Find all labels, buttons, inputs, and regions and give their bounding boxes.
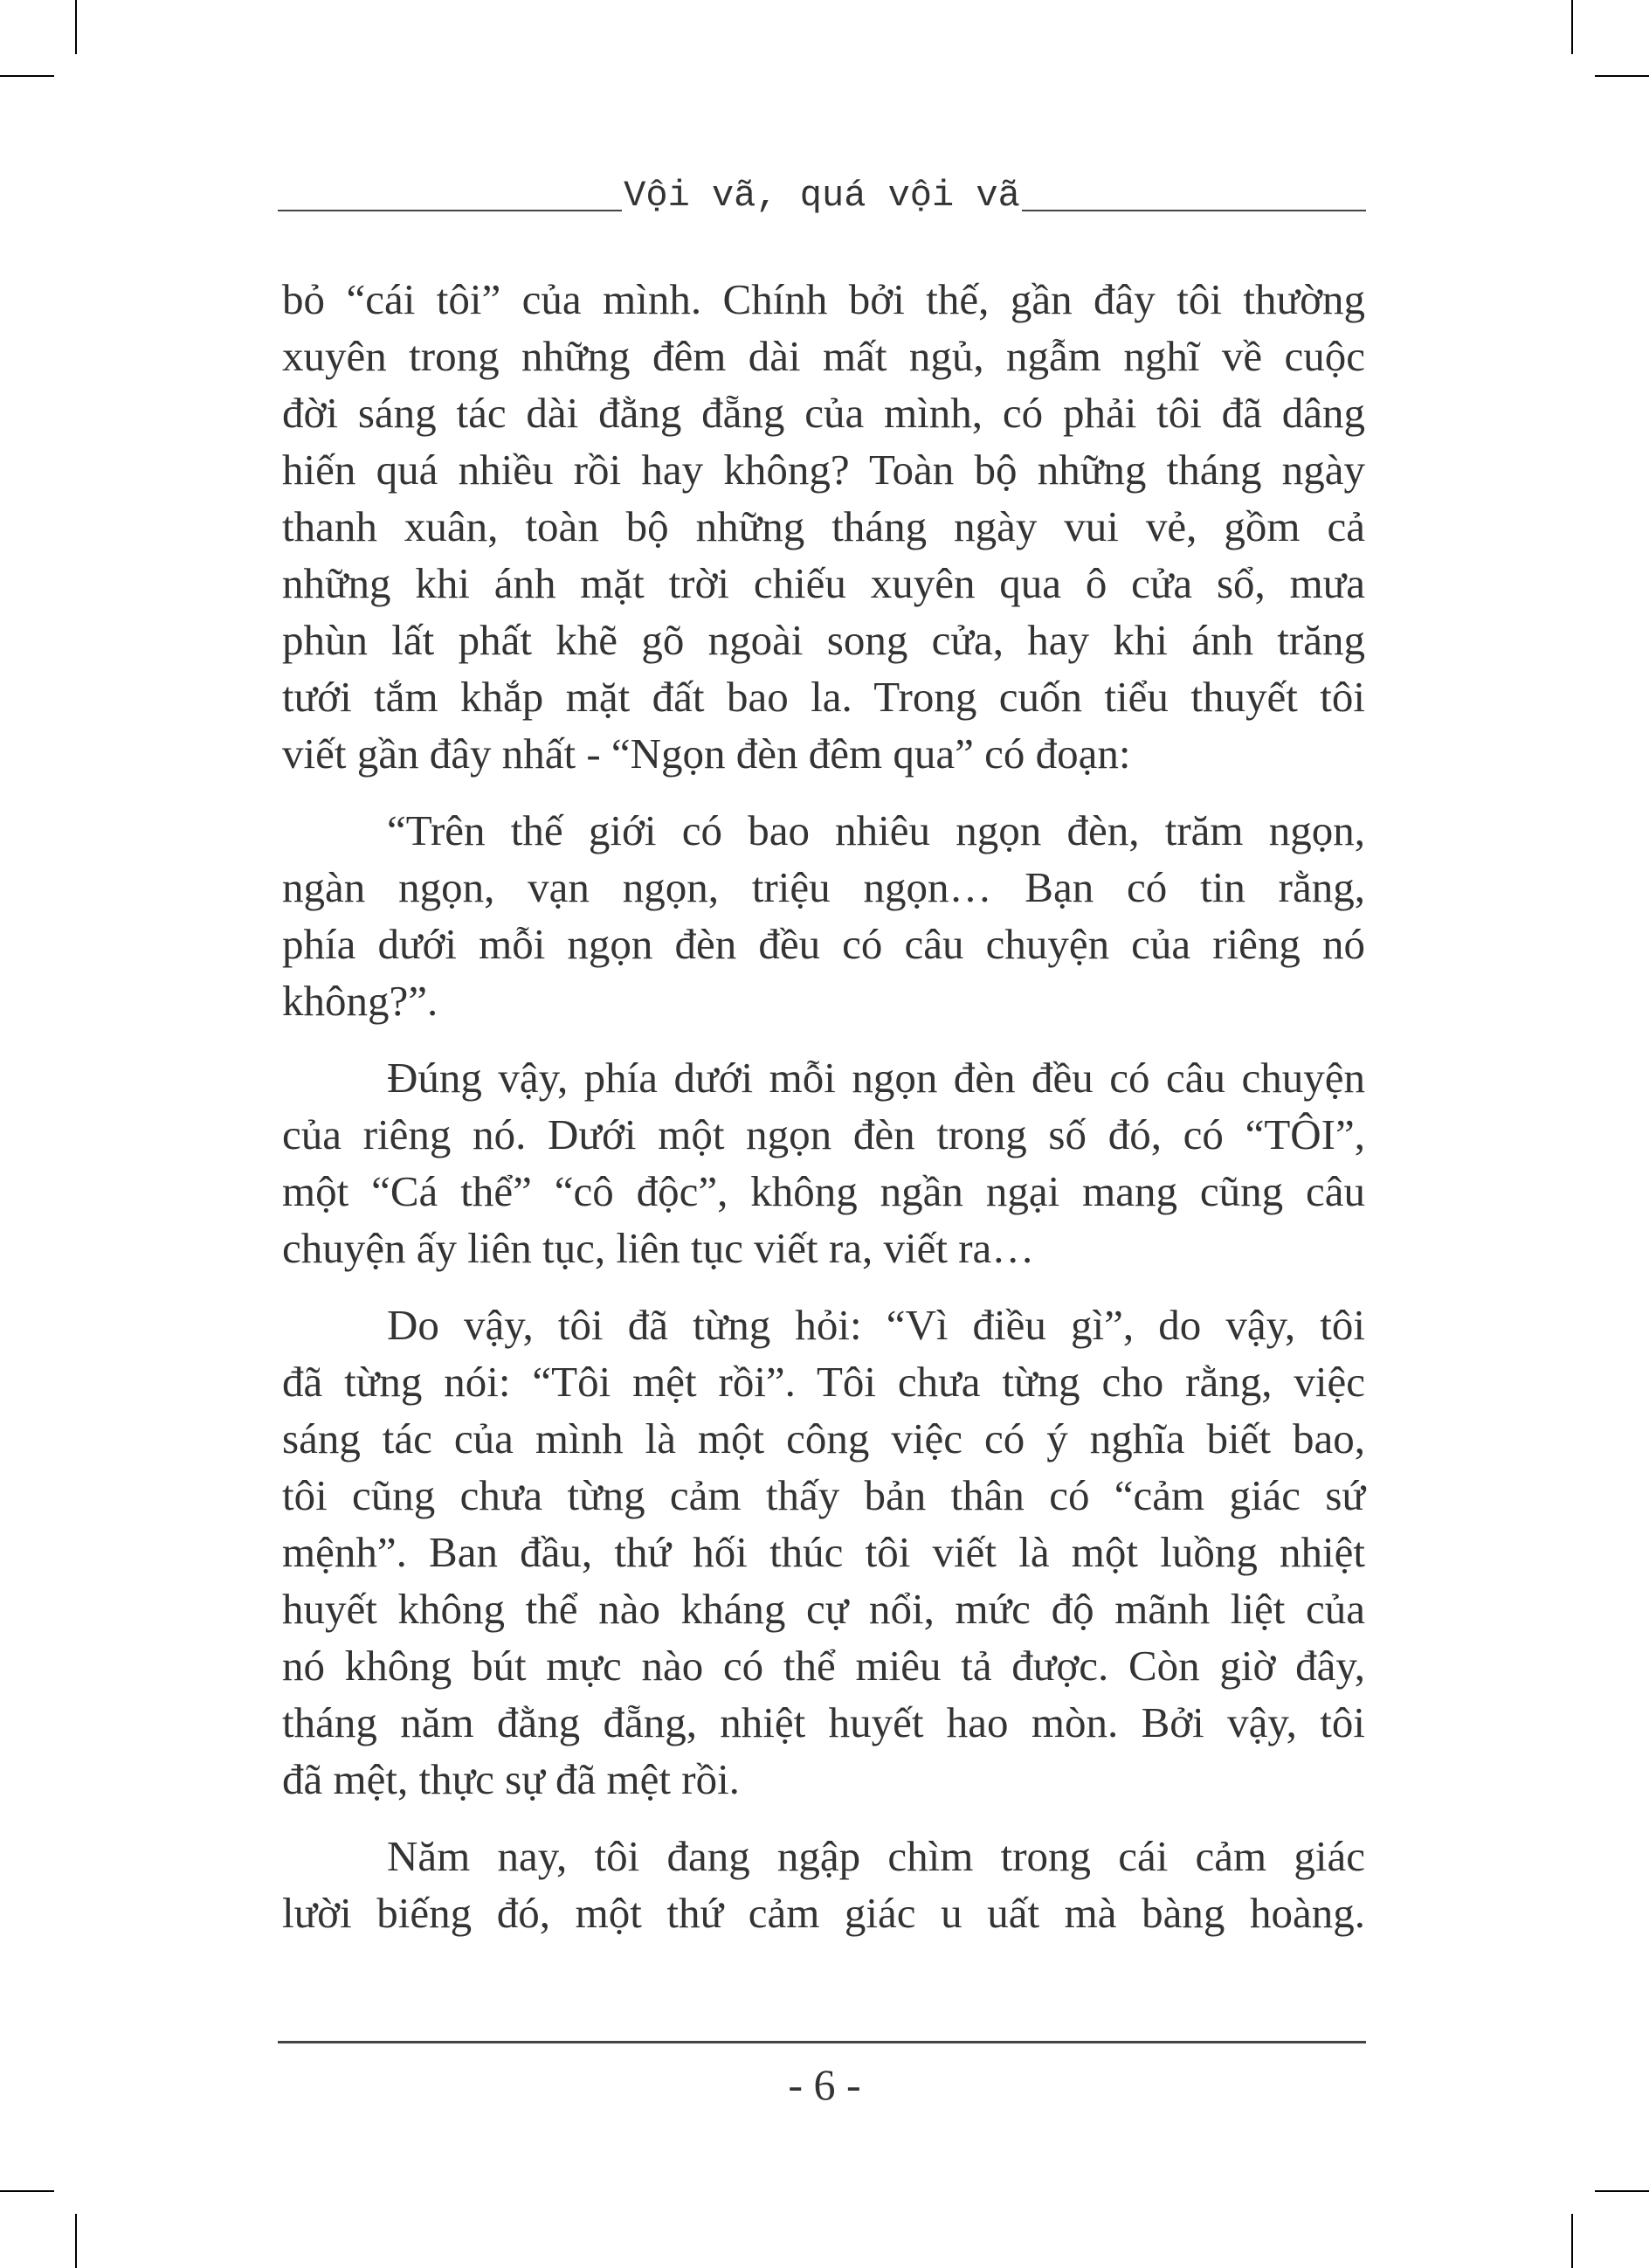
text-line: đã mệt, thực sự đã mệt rồi. bbox=[282, 1755, 740, 1803]
text-line: bỏ “cái tôi” của mình. Chính bởi thế, gần đây tôi thường bbox=[282, 275, 1365, 323]
running-header bbox=[278, 171, 1366, 220]
text-line: không?”. bbox=[282, 977, 438, 1025]
page-number: - 6 - bbox=[788, 2060, 861, 2109]
text-line: huyết không thể nào kháng cự nổi, mức độ mãnh liệt của bbox=[282, 1585, 1365, 1633]
text-line: phía dưới mỗi ngọn đèn đều có câu chuyện của riêng nó bbox=[282, 920, 1365, 968]
text-line: đã từng nói: “Tôi mệt rồi”. Tôi chưa từng cho rằng, việc bbox=[282, 1358, 1365, 1406]
crop-mark-bottom-left-vertical bbox=[75, 2214, 77, 2268]
paragraph bbox=[282, 271, 1365, 782]
paragraph bbox=[282, 802, 1365, 1029]
paragraph bbox=[282, 1828, 1365, 1941]
text-line: mệnh”. Ban đầu, thứ hối thúc tôi viết là một luồng nhiệt bbox=[282, 1528, 1365, 1576]
crop-mark-bottom-left-horizontal bbox=[0, 2190, 54, 2192]
text-line: của riêng nó. Dưới một ngọn đèn trong số đó, có “TÔI”, bbox=[282, 1110, 1365, 1158]
paragraph bbox=[282, 1296, 1365, 1808]
header-rule-left bbox=[278, 210, 622, 211]
running-title: Vội vã, quá vội vã bbox=[624, 175, 1020, 217]
text-line: nó không bút mực nào có thể miêu tả được. Còn giờ đây, bbox=[282, 1642, 1365, 1690]
text-line: một “Cá thể” “cô độc”, không ngần ngại mang cũng câu bbox=[282, 1167, 1365, 1215]
text-line: viết gần đây nhất - “Ngọn đèn đêm qua” có đoạn: bbox=[282, 729, 1131, 778]
crop-mark-top-left-horizontal bbox=[0, 75, 54, 77]
crop-mark-top-right-horizontal bbox=[1595, 75, 1649, 77]
crop-mark-bottom-right-vertical bbox=[1571, 2214, 1573, 2268]
text-line: chuyện ấy liên tục, liên tục viết ra, viết ra… bbox=[282, 1224, 1035, 1272]
paragraph bbox=[282, 1049, 1365, 1276]
crop-mark-top-right-vertical bbox=[1571, 0, 1573, 54]
text-line: tháng năm đằng đẵng, nhiệt huyết hao mòn. Bởi vậy, tôi bbox=[282, 1698, 1365, 1746]
body-text bbox=[282, 271, 1365, 1961]
text-line: phùn lất phất khẽ gõ ngoài song cửa, hay khi ánh trăng bbox=[282, 616, 1365, 664]
header-rule-right bbox=[1022, 210, 1366, 211]
crop-mark-top-left-vertical bbox=[75, 0, 77, 54]
crop-mark-bottom-right-horizontal bbox=[1595, 2190, 1649, 2192]
text-line: Đúng vậy, phía dưới mỗi ngọn đèn đều có câu chuyện bbox=[387, 1054, 1365, 1102]
text-line: hiến quá nhiều rồi hay không? Toàn bộ những tháng ngày bbox=[282, 446, 1365, 494]
text-line: lười biếng đó, một thứ cảm giác u uất mà bàng hoàng. bbox=[282, 1889, 1365, 1937]
text-line: sáng tác của mình là một công việc có ý nghĩa biết bao, bbox=[282, 1414, 1365, 1462]
text-line: thanh xuân, toàn bộ những tháng ngày vui vẻ, gồm cả bbox=[282, 502, 1365, 550]
text-line: những khi ánh mặt trời chiếu xuyên qua ô cửa sổ, mưa bbox=[282, 559, 1365, 607]
footer-rule bbox=[278, 2041, 1366, 2043]
text-line: “Trên thế giới có bao nhiêu ngọn đèn, trăm ngọn, bbox=[387, 806, 1365, 854]
text-line: xuyên trong những đêm dài mất ngủ, ngẫm nghĩ về cuộc bbox=[282, 332, 1365, 380]
text-line: tưới tắm khắp mặt đất bao la. Trong cuốn tiểu thuyết tôi bbox=[282, 673, 1365, 721]
text-line: Năm nay, tôi đang ngập chìm trong cái cảm giác bbox=[387, 1832, 1365, 1880]
text-line: tôi cũng chưa từng cảm thấy bản thân có “cảm giác sứ bbox=[282, 1471, 1365, 1519]
text-line: Do vậy, tôi đã từng hỏi: “Vì điều gì”, do vậy, tôi bbox=[387, 1301, 1365, 1349]
text-line: ngàn ngọn, vạn ngọn, triệu ngọn… Bạn có tin rằng, bbox=[282, 863, 1365, 911]
text-line: đời sáng tác dài đằng đẵng của mình, có phải tôi đã dâng bbox=[282, 389, 1365, 437]
